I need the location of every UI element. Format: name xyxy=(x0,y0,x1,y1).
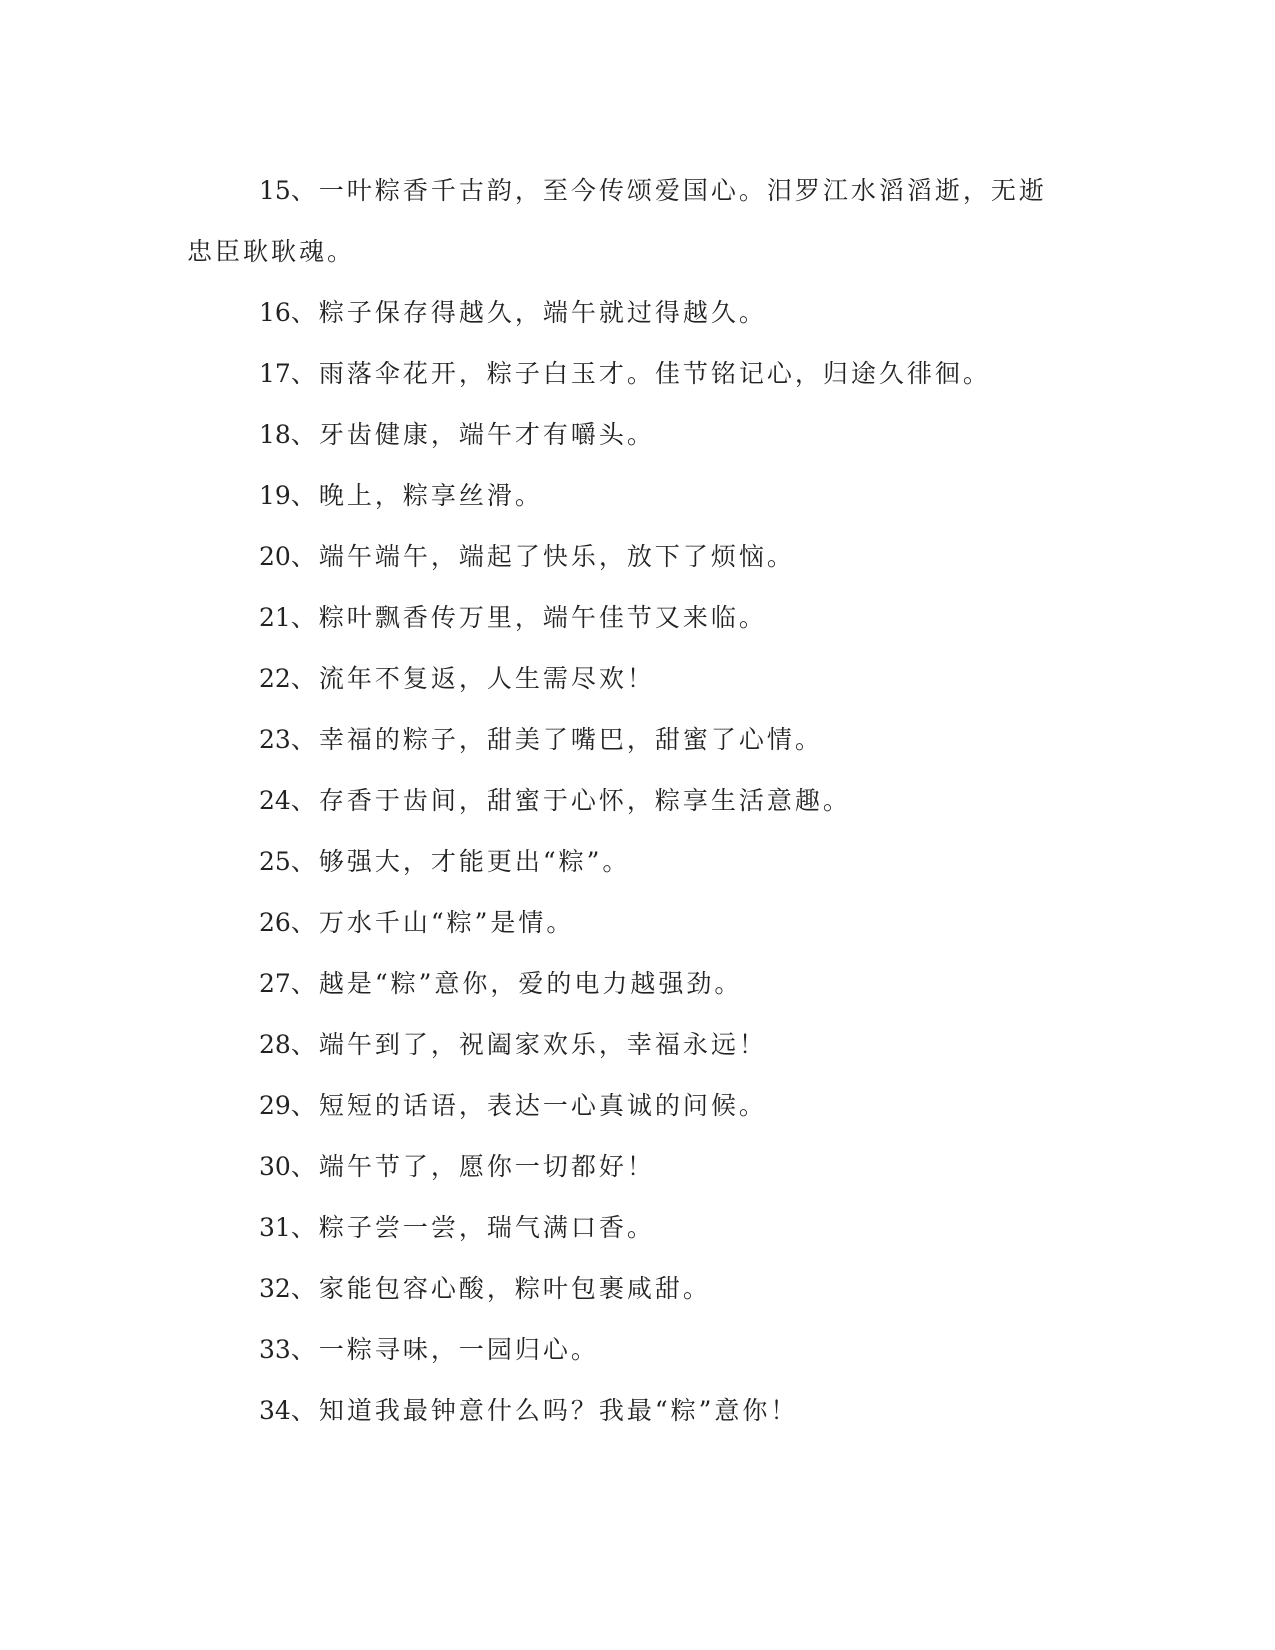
item-number: 23 xyxy=(259,725,291,754)
item-text: 、存香于齿间，甜蜜于心怀，粽享生活意趣。 xyxy=(290,786,851,815)
item-number: 30 xyxy=(259,1152,291,1181)
item-text: 、粽子保存得越久，端午就过得越久。 xyxy=(290,298,767,327)
item-number: 24 xyxy=(259,786,291,815)
item-number: 32 xyxy=(259,1274,291,1303)
item-number: 28 xyxy=(259,1030,291,1059)
item-text: 、端午端午，端起了快乐，放下了烦恼。 xyxy=(290,542,795,571)
item-text: 、粽子尝一尝，瑞气满口香。 xyxy=(290,1213,655,1242)
item-number: 21 xyxy=(259,603,291,632)
list-item xyxy=(187,343,1067,404)
item-number: 25 xyxy=(259,847,291,876)
list-item xyxy=(187,770,1067,831)
item-text: 、端午节了，愿你一切都好！ xyxy=(290,1152,655,1181)
item-number: 27 xyxy=(259,969,291,998)
item-number: 29 xyxy=(259,1091,291,1120)
list-item xyxy=(187,404,1067,465)
item-text: 、牙齿健康，端午才有嚼头。 xyxy=(290,420,655,449)
item-text: 、知道我最钟意什么吗？我最“粽”意你！ xyxy=(290,1396,799,1425)
document-body xyxy=(187,160,1067,1441)
list-item xyxy=(187,709,1067,770)
list-item xyxy=(187,892,1067,953)
item-number: 33 xyxy=(259,1335,291,1364)
item-text: 、短短的话语，表达一心真诚的问候。 xyxy=(290,1091,767,1120)
item-number: 20 xyxy=(259,542,291,571)
item-number: 17 xyxy=(259,359,291,388)
list-item xyxy=(187,465,1067,526)
item-text: 、万水千山“粽”是情。 xyxy=(290,908,575,937)
item-number: 16 xyxy=(259,298,291,327)
list-item xyxy=(187,1197,1067,1258)
item-number: 22 xyxy=(259,664,291,693)
item-text: 、粽叶飘香传万里，端午佳节又来临。 xyxy=(290,603,767,632)
list-item xyxy=(187,1258,1067,1319)
item-text: 、流年不复返，人生需尽欢！ xyxy=(290,664,655,693)
item-text: 、雨落伞花开，粽子白玉才。佳节铭记心，归途久徘徊。 xyxy=(290,359,991,388)
list-item xyxy=(187,160,1067,282)
item-number: 18 xyxy=(259,420,291,449)
list-item xyxy=(187,1075,1067,1136)
item-text: 、一叶粽香千古韵，至今传颂爱国心。汨罗江水滔滔逝，无逝忠臣耿耿魂。 xyxy=(187,176,1047,266)
item-number: 19 xyxy=(259,481,291,510)
item-number: 15 xyxy=(259,176,291,205)
item-text: 、端午到了，祝阖家欢乐，幸福永远！ xyxy=(290,1030,767,1059)
list-item xyxy=(187,587,1067,648)
item-text: 、够强大，才能更出“粽”。 xyxy=(290,847,631,876)
item-text: 、一粽寻味，一园归心。 xyxy=(290,1335,599,1364)
list-item xyxy=(187,1136,1067,1197)
list-item xyxy=(187,526,1067,587)
item-number: 31 xyxy=(259,1213,291,1242)
list-item xyxy=(187,831,1067,892)
list-item xyxy=(187,1319,1067,1380)
item-number: 26 xyxy=(259,908,291,937)
item-text: 、越是“粽”意你，爱的电力越强劲。 xyxy=(290,969,743,998)
list-item xyxy=(187,1380,1067,1441)
item-text: 、晚上，粽享丝滑。 xyxy=(290,481,543,510)
item-number: 34 xyxy=(259,1396,291,1425)
list-item xyxy=(187,648,1067,709)
list-item xyxy=(187,1014,1067,1075)
list-item xyxy=(187,282,1067,343)
item-text: 、幸福的粽子，甜美了嘴巴，甜蜜了心情。 xyxy=(290,725,823,754)
list-item xyxy=(187,953,1067,1014)
item-text: 、家能包容心酸，粽叶包裹咸甜。 xyxy=(290,1274,711,1303)
